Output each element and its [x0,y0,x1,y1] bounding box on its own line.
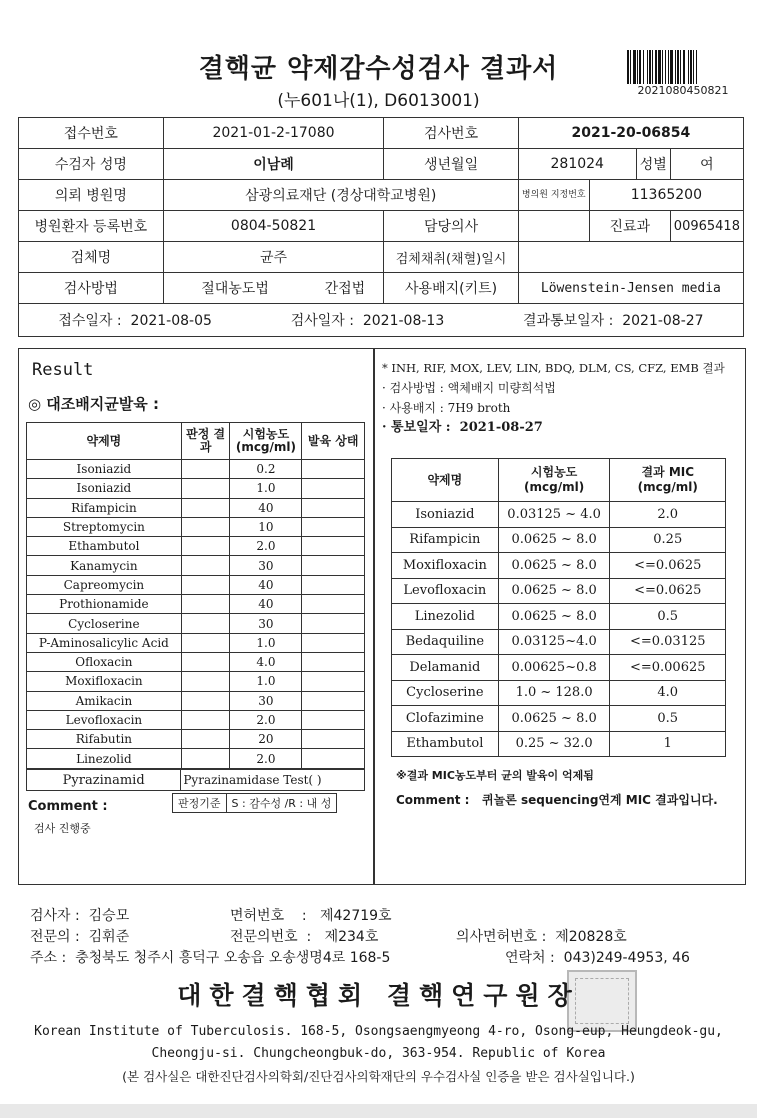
solid-table-row [27,537,365,556]
birth-label: 생년월일 [384,149,518,180]
concentration: 1.0 [230,479,302,498]
hospital-label: 의뢰 병원명 [19,180,164,211]
judgement [181,556,230,575]
growth [302,749,365,768]
mic-drug: Bedaquiline [392,629,499,655]
mic-result: 4.0 [610,680,726,706]
address-label: 주소 : [30,950,67,966]
judgement [181,633,230,652]
pyrazinamid-test: Pyrazinamidase Test( ) [181,770,365,791]
mic-table-row [392,578,726,604]
drug-name: Ethambutol [27,537,182,556]
patient-name: 이남례 [163,149,384,180]
drug-name: Ofloxacin [27,652,182,671]
collection [518,242,743,273]
mic-table-row [392,527,726,553]
license-line: 면허번호 : 제42719호 [230,908,392,924]
examiner-label: 검사자 : [30,908,80,924]
drug-name: Capreomycin [27,575,182,594]
drug-name: Isoniazid [27,460,182,479]
mic-result: 0.25 [610,527,726,553]
solid-table-row [27,730,365,749]
mic-drug: Linezolid [392,604,499,630]
mic-range: 0.0625 ~ 8.0 [498,578,610,604]
mic-table-row [392,604,726,630]
judgement [181,691,230,710]
test-no: 2021-20-06854 [518,118,743,149]
mic-result: 0.5 [610,706,726,732]
solid-table-row [27,691,365,710]
growth [302,652,365,671]
mic-table-row [392,731,726,757]
drug-name: Rifabutin [27,730,182,749]
pyrazinamid-row [26,769,365,791]
growth [302,460,365,479]
mic-table-row [392,629,726,655]
dept: 00965418 [670,211,743,242]
mic-table-row [392,680,726,706]
progress-note: 검사 진행중 [34,822,91,835]
document-title: 결핵균 약제감수성검사 결과서 [198,54,559,84]
concentration: 4.0 [230,652,302,671]
mic-range: 0.0625 ~ 8.0 [498,553,610,579]
growth [302,517,365,536]
specialist-label: 전문의 : [30,929,80,945]
medium: Löwenstein-Jensen media [518,273,743,304]
medium-label: 사용배지(키트) [384,273,518,304]
concentration: 2.0 [230,537,302,556]
patient-reg: 0804-50821 [163,211,384,242]
mic-range: 0.0625 ~ 8.0 [498,706,610,732]
doctor-license-line [456,926,627,946]
mic-table-row [392,502,726,528]
spec-license-line: 전문의번호 : 제234호 [230,929,379,945]
patient-name-label: 수검자 성명 [19,149,164,180]
english-address-1: Korean Institute of Tuberculosis. 168-5, Osongsaengmyeong 4-ro, Osong-eup, Heungdeok-gu, [34,1024,723,1039]
solid-table-row [27,498,365,517]
judgement [181,749,230,768]
method2: 간접법 [306,273,383,304]
contact-label: 연락처 : [505,950,555,966]
mic-drug: Rifampicin [392,527,499,553]
drug-name: Levofloxacin [27,710,182,729]
concentration: 2.0 [230,710,302,729]
control-growth-heading: ◎ 대조배지균발육 : [28,395,159,413]
patient-reg-label: 병원환자 등록번호 [19,211,164,242]
examiner-line [30,905,129,925]
solid-table-row [27,672,365,691]
doctor-license: 제20828호 [555,929,627,945]
growth [302,595,365,614]
drug-name: Moxifloxacin [27,672,182,691]
judgement [181,730,230,749]
judgement [181,498,230,517]
concentration: 0.2 [230,460,302,479]
solid-table-row [27,633,365,652]
criteria-text: S : 감수성 /R : 내 성 [226,794,337,813]
growth [302,691,365,710]
concentration: 40 [230,595,302,614]
judgement [181,672,230,691]
mic-result: 2.0 [610,502,726,528]
mic-range: 0.03125~4.0 [498,629,610,655]
dept-label: 진료과 [589,211,670,242]
concentration: 40 [230,498,302,517]
mic-table-row [392,706,726,732]
birth: 281024 [518,149,636,180]
growth [302,556,365,575]
contact-line [505,947,690,967]
specialist-line [30,926,129,946]
judgement [181,460,230,479]
method1: 절대농도법 [163,273,306,304]
solid-table-row [27,556,365,575]
doctor-license-label: 의사면허번호 : [456,929,547,945]
drug-name: Cycloserine [27,614,182,633]
tested-drugs-line: * INH, RIF, MOX, LEV, LIN, BDQ, DLM, CS, CFZ, EMB 결과 [382,361,725,375]
mic-drug: Delamanid [392,655,499,681]
mic-result: 1 [610,731,726,757]
mic-table-row [392,655,726,681]
reported-label: 결과통보일자 : [523,313,614,329]
doctor-label: 담당의사 [384,211,518,242]
english-address-2: Cheongju-si. Chungcheongbuk-do, 363-954. Republic of Korea [151,1046,606,1061]
hospital-code: 11365200 [589,180,743,211]
concentration: 1.0 [230,633,302,652]
drug-name: Amikacin [27,691,182,710]
solid-media-table [26,422,365,769]
drug-name: P-Aminosalicylic Acid [27,633,182,652]
mic-result: 0.5 [610,604,726,630]
mic-result: <=0.03125 [610,629,726,655]
solid-table-row [27,749,365,768]
dates-row [19,304,744,337]
mic-range: 0.00625~0.8 [498,655,610,681]
license: 제42719호 [319,908,392,924]
reported-date: 2021-08-27 [622,313,704,329]
received-date: 2021-08-05 [130,313,212,329]
examiner: 김승모 [88,908,130,924]
col-judgement: 판정 결과 [181,423,230,460]
mic-range: 0.0625 ~ 8.0 [498,604,610,630]
mic-range: 0.25 ~ 32.0 [498,731,610,757]
drug-name: Isoniazid [27,479,182,498]
solid-table-row [27,517,365,536]
method-label: 검사방법 [19,273,164,304]
mic-drug: Clofazimine [392,706,499,732]
concentration: 2.0 [230,749,302,768]
doctor [518,211,589,242]
result-title: Result [32,360,94,380]
drug-name: Prothionamide [27,595,182,614]
concentration: 20 [230,730,302,749]
mic-result: <=0.00625 [610,655,726,681]
drug-name: Streptomycin [27,517,182,536]
specimen: 균주 [163,242,384,273]
drug-name: Kanamycin [27,556,182,575]
contact: 043)249-4953, 46 [563,950,690,966]
specialist: 김휘준 [88,929,130,945]
received-label: 접수일자 : [58,313,122,329]
spec-license: 제234호 [324,929,379,945]
criteria-label: 판정기준 [173,794,227,813]
reception-no: 2021-01-2-17080 [163,118,384,149]
judgement [181,595,230,614]
liquid-method-line: · 검사방법 : 액체배지 미량희석법 [382,381,556,395]
growth [302,498,365,517]
test-no-label: 검사번호 [384,118,518,149]
judgement [181,537,230,556]
solid-table-row [27,710,365,729]
mic-note: ※결과 MIC농도부터 균의 발육이 억제됨 [396,769,594,782]
address-line [30,947,390,967]
mic-drug: Levofloxacin [392,578,499,604]
left-comment-label: Comment : [28,799,108,814]
right-comment [396,791,718,808]
mic-drug: Moxifloxacin [392,553,499,579]
concentration: 30 [230,614,302,633]
solid-table-row [27,652,365,671]
growth [302,633,365,652]
judgement [181,517,230,536]
tested-date: 2021-08-13 [362,313,445,329]
address: 충청북도 청주시 흥덕구 오송읍 오송생명4로 168-5 [75,950,391,966]
organization-name: 대한결핵협회 결핵연구원장 [177,981,580,1010]
mic-result: <=0.0625 [610,553,726,579]
mic-table [391,458,726,757]
hospital: 삼광의료재단 (경상대학교병원) [163,180,518,211]
drug-name: Linezolid [27,749,182,768]
mic-drug: Ethambutol [392,731,499,757]
mic-result: <=0.0625 [610,578,726,604]
mic-drug: Isoniazid [392,502,499,528]
solid-table-row [27,614,365,633]
mic-col-conc: 시험농도 (mcg/ml) [498,459,610,502]
collection-label: 검체채취(채혈)일시 [384,242,518,273]
sex: 여 [670,149,743,180]
mic-table-row [392,553,726,579]
report-date-label: · 통보일자 : [382,420,451,435]
concentration: 10 [230,517,302,536]
col-growth: 발육 상태 [302,423,365,460]
spec-license-label: 전문의번호 [230,929,298,945]
drug-name: Rifampicin [27,498,182,517]
judgement [181,614,230,633]
right-comment-text: 퀴놀론 sequencing연계 MIC 결과입니다. [482,793,718,807]
reception-no-label: 접수번호 [19,118,164,149]
scan-margin [0,1104,757,1118]
growth [302,479,365,498]
report-date: 2021-08-27 [459,420,543,435]
mic-col-drug: 약제명 [392,459,499,502]
judgement [181,652,230,671]
specimen-label: 검체명 [19,242,164,273]
concentration: 40 [230,575,302,594]
patient-info-table [18,117,744,337]
right-comment-label: Comment : [396,793,470,807]
growth [302,710,365,729]
hospital-code-label: 병의원 지정번호 [518,180,589,211]
growth [302,537,365,556]
mic-range: 1.0 ~ 128.0 [498,680,610,706]
mic-range: 0.0625 ~ 8.0 [498,527,610,553]
criteria-box [172,793,337,813]
broth-line: · 사용배지 : 7H9 broth [382,401,511,415]
growth [302,575,365,594]
barcode [626,50,740,84]
liquid-method-info [382,358,725,438]
barcode-number: 2021080450821 [637,84,729,97]
growth [302,672,365,691]
judgement [181,710,230,729]
certification-note: (본 검사실은 대한진단검사의학회/진단검사의학재단의 우수검사실 인증을 받은 검사실입니다.) [122,1069,635,1084]
growth [302,614,365,633]
solid-table-row [27,479,365,498]
concentration: 1.0 [230,672,302,691]
concentration: 30 [230,556,302,575]
mic-col-result: 결과 MIC (mcg/ml) [610,459,726,502]
sex-label: 성별 [636,149,670,180]
solid-table-row [27,460,365,479]
col-conc: 시험농도 (mcg/ml) [230,423,302,460]
judgement [181,575,230,594]
tested-label: 검사일자 : [290,313,354,329]
document-code: (누601나(1), D6013001) [277,91,480,111]
pyrazinamid-label: Pyrazinamid [27,770,181,791]
mic-range: 0.03125 ~ 4.0 [498,502,610,528]
solid-table-row [27,575,365,594]
judgement [181,479,230,498]
solid-table-row [27,595,365,614]
growth [302,730,365,749]
col-drug: 약제명 [27,423,182,460]
license-label: 면허번호 [230,908,285,924]
concentration: 30 [230,691,302,710]
mic-drug: Cycloserine [392,680,499,706]
